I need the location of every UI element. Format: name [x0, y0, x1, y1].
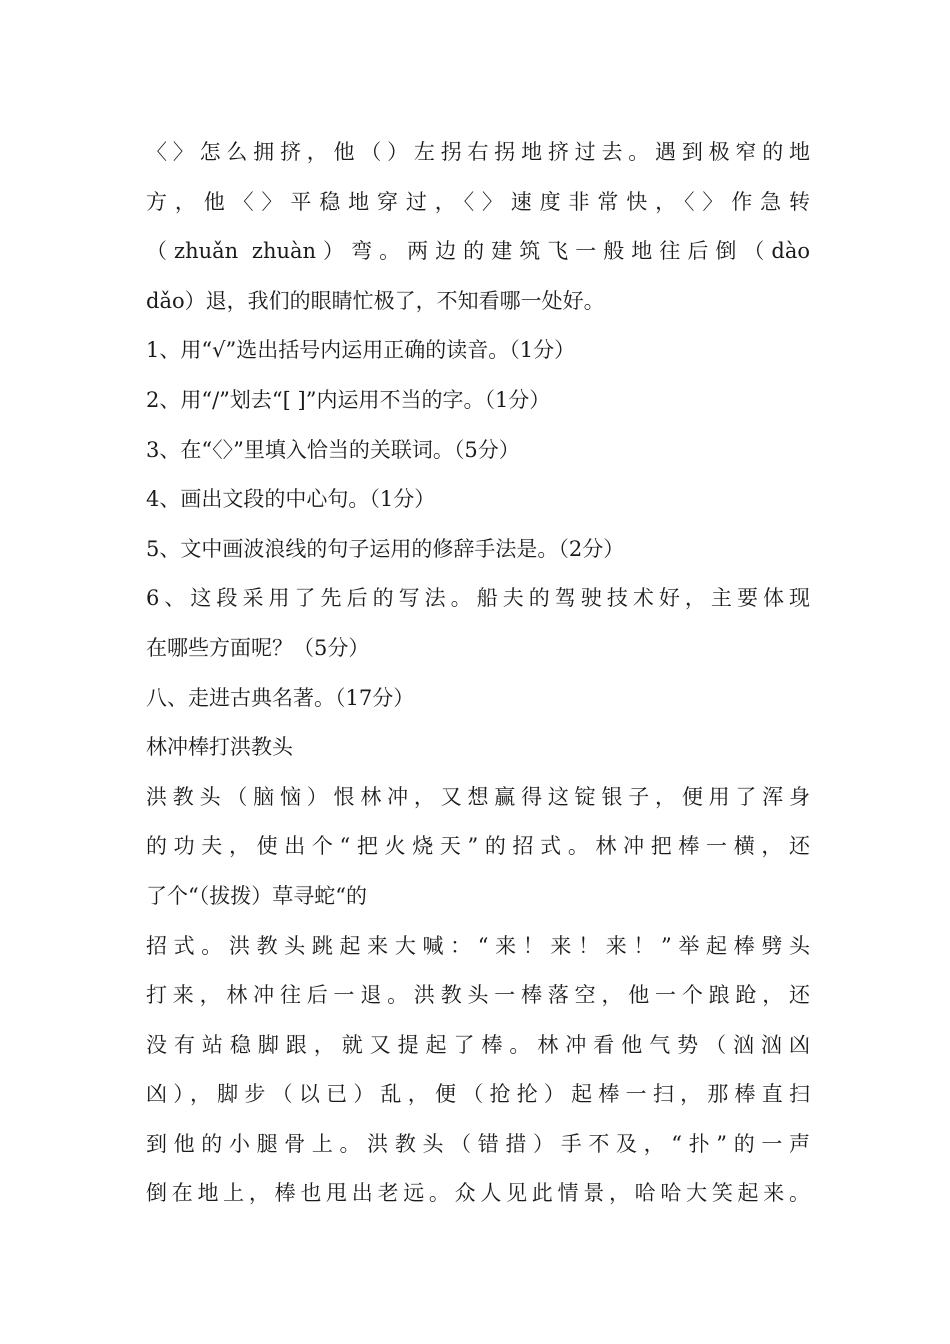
- question-4: 4、画出文段的中心句。（1分）: [146, 487, 436, 512]
- question-2: 2、用“/”划去“[ ]”内运用不当的字。（1分）: [146, 387, 551, 412]
- story-line-7: 凶），脚步（以已）乱，便（抢抡）起棒一扫，那棒直扫: [146, 1082, 810, 1107]
- passage-line-3: （zhuǎn zhuàn）弯。两边的建筑飞一般地往后倒（dào: [146, 239, 810, 264]
- question-6: 6、这段采用了先后的写法。船夫的驾驶技术好，主要体现: [146, 586, 810, 611]
- story-line-4: 招式。洪教头跳起来大喊：“来！来！来！”举起棒劈头: [146, 933, 810, 958]
- passage-line-2: 方，他〈〉平稳地穿过，〈〉速度非常快，〈〉作急转: [146, 189, 810, 214]
- question-1: 1、用“√”选出括号内运用正确的读音。（1分）: [146, 338, 576, 363]
- story-line-2: 的功夫，使出个“把火烧天”的招式。林冲把棒一横，还: [146, 834, 810, 859]
- passage-title: 林冲棒打洪教头: [146, 735, 293, 760]
- story-line-6: 没有站稳脚跟，就又提起了棒。林冲看他气势（汹汹凶: [146, 1032, 810, 1057]
- document-page: [146, 128, 810, 1219]
- question-5: 5、文中画波浪线的句子运用的修辞手法是。（2分）: [146, 536, 625, 561]
- passage-line-4: dǎo）退，我们的眼睛忙极了，不知看哪一处好。: [146, 288, 605, 313]
- story-line-3: 了个“（拔拨）草寻蛇“的: [146, 883, 367, 908]
- question-6-continued: 在哪些方面呢？（5分）: [146, 635, 370, 660]
- passage-line-1: 〈〉怎么拥挤，他（）左拐右拐地挤过去。遇到极窄的地: [146, 140, 810, 164]
- story-line-1: 洪教头（脑恼）恨林冲，又想赢得这锭银子，便用了浑身: [146, 784, 810, 809]
- section-heading: 八、走进古典名著。（17分）: [146, 685, 415, 710]
- question-3: 3、在“〈〉”里填入恰当的关联词。（5分）: [146, 437, 520, 462]
- story-line-8: 到他的小腿骨上。洪教头（错措）手不及，“扑”的一声: [146, 1131, 810, 1156]
- story-line-5: 打来，林冲往后一退。洪教头一棒落空，他一个踉跄，还: [146, 983, 810, 1008]
- story-line-9: 倒在地上，棒也甩出老远。众人见此情景，哈哈大笑起来。: [146, 1181, 810, 1206]
